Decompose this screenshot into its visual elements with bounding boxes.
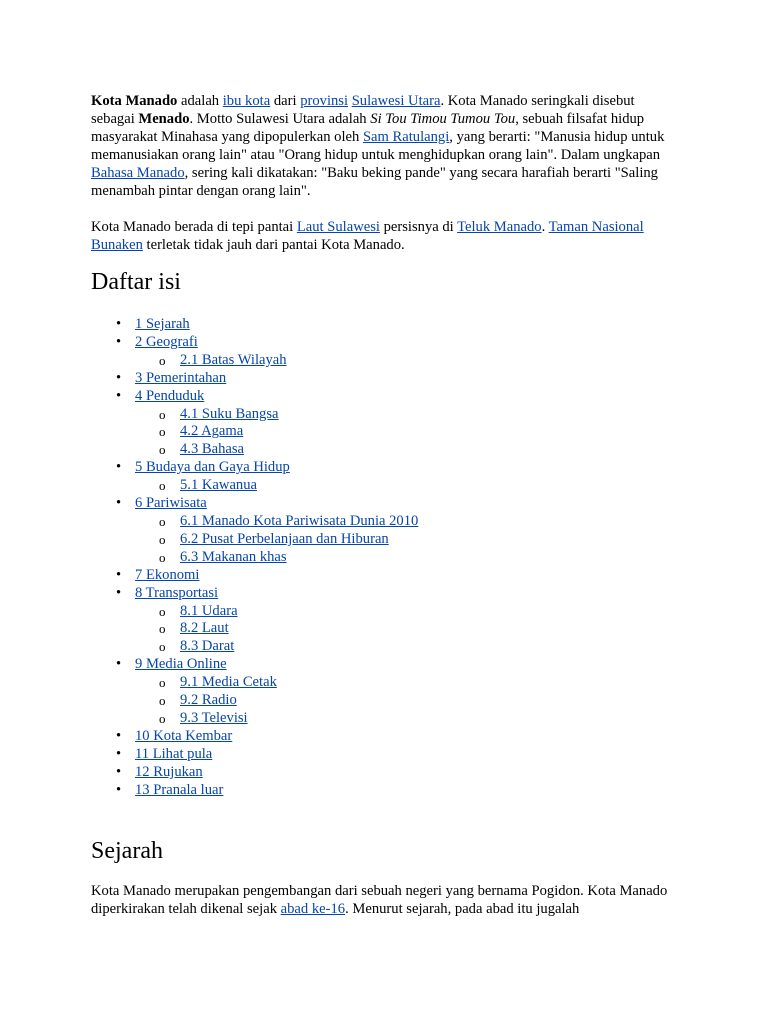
- toc-sublink[interactable]: 9.1 Media Cetak: [180, 674, 277, 691]
- link-abad-ke-16[interactable]: abad ke-16: [280, 901, 346, 918]
- circle-bullet-icon: o: [159, 549, 166, 565]
- text-persisnya: persisnya di: [379, 219, 458, 235]
- toc-sublink[interactable]: 4.1 Suku Bangsa: [180, 405, 279, 422]
- toc-link[interactable]: 10 Kota Kembar: [135, 727, 233, 744]
- toc-sublink[interactable]: 2.1 Batas Wilayah: [180, 351, 287, 368]
- article-content: [91, 92, 681, 918]
- toc-list: [91, 316, 681, 799]
- link-laut-sulawesi[interactable]: Laut Sulawesi: [296, 219, 380, 235]
- toc-link[interactable]: 13 Pranala luar: [135, 781, 224, 798]
- toc-sublist: [135, 513, 681, 567]
- toc-link[interactable]: 5 Budaya dan Gaya Hidup: [135, 459, 290, 476]
- bullet-icon: •: [116, 727, 122, 744]
- toc-link[interactable]: 6 Pariwisata: [135, 495, 207, 512]
- toc-sublink[interactable]: 8.1 Udara: [180, 602, 238, 619]
- text-dari: dari: [270, 93, 301, 109]
- link-taman-nasional-bunaken[interactable]: Taman Nasional Bunaken: [91, 219, 644, 253]
- toc-item: [91, 764, 681, 782]
- bullet-icon: •: [116, 387, 122, 404]
- circle-bullet-icon: o: [159, 639, 166, 655]
- toc-subitem: [91, 423, 681, 441]
- toc-item: [91, 567, 681, 585]
- toc-item: [91, 334, 681, 370]
- toc-sublink[interactable]: 6.3 Makanan khas: [180, 548, 287, 565]
- bullet-icon: •: [116, 333, 122, 350]
- text-merupakan: Kota Manado merupakan pengembangan dari sebuah negeri yang bernama Pogidon. Kota Manado diperkirakan telah dikenal sejak: [91, 883, 668, 918]
- toc-item: [91, 370, 681, 388]
- toc-subitem: [91, 692, 681, 710]
- bullet-icon: •: [116, 745, 122, 762]
- toc-sublink[interactable]: 9.3 Televisi: [180, 709, 248, 726]
- toc-item: [91, 459, 681, 495]
- toc-sublink[interactable]: 5.1 Kawanua: [180, 477, 257, 494]
- circle-bullet-icon: o: [159, 478, 166, 494]
- toc-subitem: [91, 477, 681, 495]
- toc-link[interactable]: 11 Lihat pula: [135, 745, 213, 762]
- toc-link[interactable]: 2 Geografi: [135, 333, 198, 350]
- link-bahasa-manado[interactable]: Bahasa Manado: [91, 165, 185, 181]
- circle-bullet-icon: o: [159, 710, 166, 726]
- toc-subitem: [91, 603, 681, 621]
- toc-sublink[interactable]: 6.1 Manado Kota Pariwisata Dunia 2010: [180, 512, 419, 529]
- circle-bullet-icon: o: [159, 406, 166, 422]
- toc-sublink[interactable]: 4.2 Agama: [180, 423, 244, 440]
- toc-sublist: [135, 674, 681, 728]
- toc-subitem: [91, 406, 681, 424]
- circle-bullet-icon: o: [159, 442, 166, 458]
- text-adalah: adalah: [177, 93, 223, 109]
- toc-sublist: [135, 603, 681, 657]
- bullet-icon: •: [116, 369, 122, 386]
- bullet-icon: •: [116, 656, 122, 673]
- circle-bullet-icon: o: [159, 513, 166, 529]
- toc-item: [91, 728, 681, 746]
- toc-link[interactable]: 4 Penduduk: [135, 387, 205, 404]
- toc-sublink[interactable]: 6.2 Pusat Perbelanjaan dan Hiburan: [180, 530, 389, 547]
- circle-bullet-icon: o: [159, 603, 166, 619]
- bold-kota-manado: Kota Manado: [91, 93, 178, 109]
- toc-link[interactable]: 7 Ekonomi: [135, 566, 200, 583]
- toc-subitem: [91, 674, 681, 692]
- toc-sublist: [135, 477, 681, 495]
- toc-subitem: [91, 531, 681, 549]
- toc-link[interactable]: 1 Sejarah: [135, 316, 190, 332]
- bullet-icon: •: [116, 495, 122, 512]
- toc-sublist: [135, 352, 681, 370]
- toc-item: [91, 585, 681, 657]
- text-berarti: , yang berarti: "Manusia hidup untuk memanusiakan orang lain" atau "Orang hidup untuk menghidupkan orang lain". Dalam ungkapan: [91, 129, 665, 163]
- toc-item: [91, 316, 681, 334]
- circle-bullet-icon: o: [159, 693, 166, 709]
- link-provinsi[interactable]: provinsi: [300, 93, 349, 109]
- toc-item: [91, 388, 681, 460]
- toc-item: [91, 782, 681, 800]
- toc-item: [91, 656, 681, 728]
- toc-sublink[interactable]: 8.2 Laut: [180, 620, 229, 637]
- sejarah-paragraph: [91, 882, 681, 918]
- toc-sublink[interactable]: 9.2 Radio: [180, 692, 237, 709]
- toc-link[interactable]: 12 Rujukan: [135, 763, 203, 780]
- toc-link[interactable]: 9 Media Online: [135, 656, 227, 673]
- toc-sublink[interactable]: 8.3 Darat: [180, 638, 235, 655]
- toc-subitem: [91, 441, 681, 459]
- toc-heading: Daftar isi: [91, 269, 181, 295]
- toc-subitem: [91, 620, 681, 638]
- section-heading-sejarah: Sejarah: [91, 838, 163, 865]
- text-seringkali: . Kota Manado seringkali disebut sebagai: [91, 93, 635, 127]
- text-filsafat: , sebuah filsafat hidup masyarakat Minahasa yang dipopulerkan oleh: [91, 111, 645, 145]
- circle-bullet-icon: o: [159, 531, 166, 547]
- toc-subitem: [91, 352, 681, 370]
- toc-sublink[interactable]: 4.3 Bahasa: [180, 441, 245, 458]
- circle-bullet-icon: o: [159, 352, 166, 368]
- circle-bullet-icon: o: [159, 621, 166, 637]
- link-sulawesi-utara[interactable]: Sulawesi Utara: [351, 93, 441, 109]
- text-menurut: . Menurut sejarah, pada abad itu jugalah: [345, 901, 580, 918]
- text-ungkapan: , sering kali dikatakan: "Baku beking pande" yang secara harafiah berarti "Saling menambah pintar dengan orang lain".: [91, 165, 658, 199]
- italic-motto: Si Tou Timou Tumou Tou: [370, 111, 516, 127]
- bullet-icon: •: [116, 584, 122, 601]
- link-teluk-manado[interactable]: Teluk Manado: [457, 219, 542, 235]
- text-motto: . Motto Sulawesi Utara adalah: [189, 111, 371, 127]
- toc-sublist: [135, 406, 681, 460]
- bullet-icon: •: [116, 763, 122, 780]
- text-period: .: [541, 219, 549, 235]
- link-ibu-kota[interactable]: ibu kota: [222, 93, 271, 109]
- bullet-icon: •: [116, 316, 122, 332]
- toc-item: [91, 746, 681, 764]
- link-sam-ratulangi[interactable]: Sam Ratulangi: [362, 129, 450, 145]
- toc-link[interactable]: 3 Pemerintahan: [135, 369, 227, 386]
- intro-paragraph: [91, 92, 681, 200]
- text-berada: Kota Manado berada di tepi pantai: [91, 219, 297, 235]
- circle-bullet-icon: o: [159, 424, 166, 440]
- bullet-icon: •: [116, 566, 122, 583]
- location-paragraph: [91, 218, 681, 254]
- bold-menado: Menado: [138, 111, 190, 127]
- toc-link[interactable]: 8 Transportasi: [135, 584, 219, 601]
- toc-subitem: [91, 638, 681, 656]
- toc-subitem: [91, 513, 681, 531]
- toc-subitem: [91, 549, 681, 567]
- bullet-icon: •: [116, 781, 122, 798]
- circle-bullet-icon: o: [159, 675, 166, 691]
- toc-item: [91, 495, 681, 567]
- text-terletak: terletak tidak jauh dari pantai Kota Manado.: [142, 237, 405, 253]
- toc-subitem: [91, 710, 681, 728]
- bullet-icon: •: [116, 459, 122, 476]
